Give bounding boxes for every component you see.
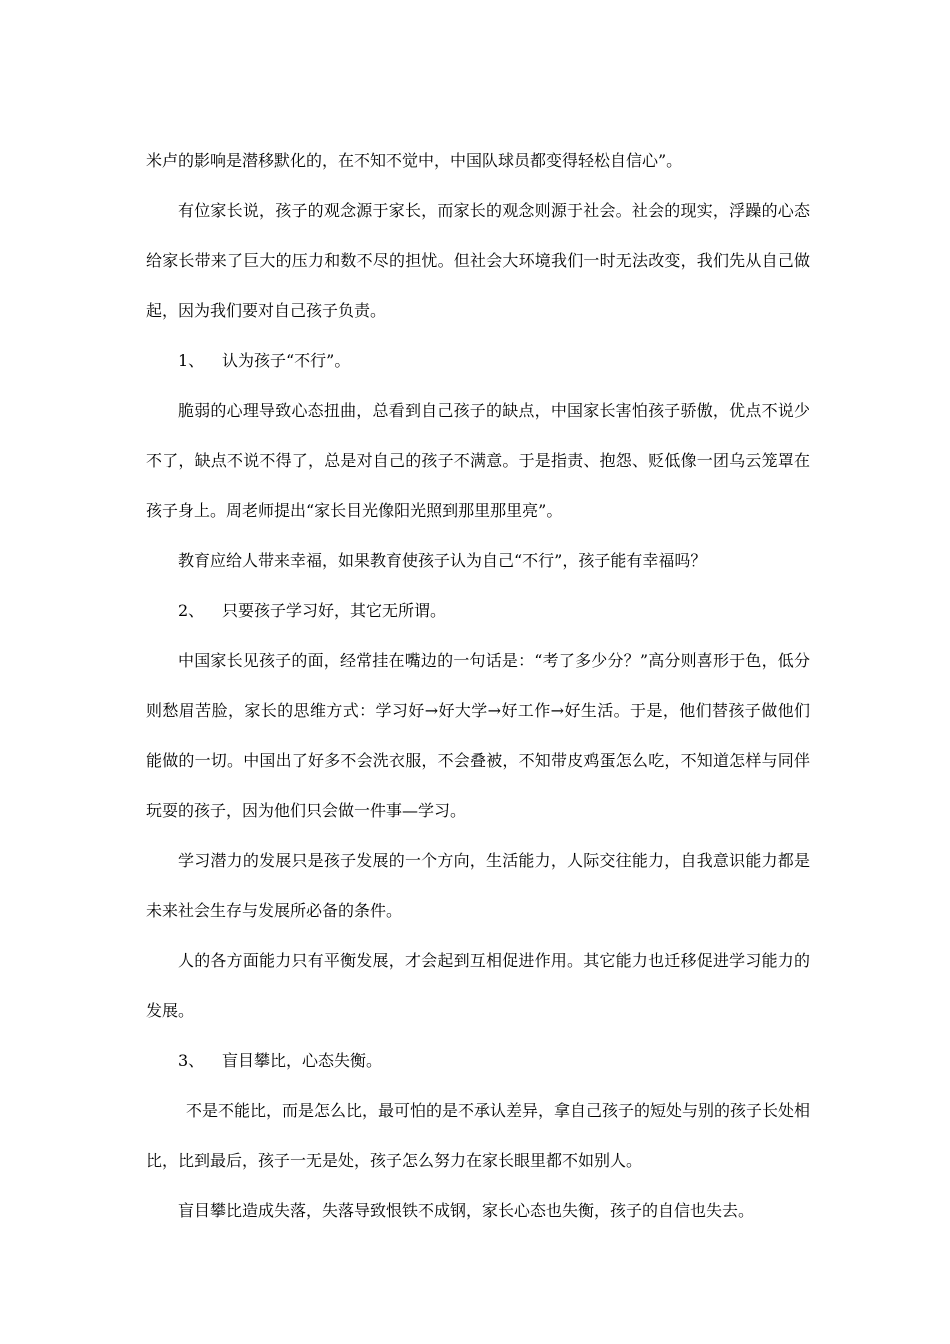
section-heading-3 <box>146 1036 810 1086</box>
paragraph-6: 学习潜力的发展只是孩子发展的一个方向，生活能力，人际交往能力，自我意识能力都是未来社会生存与发展所必备的条件。 <box>146 851 810 920</box>
section-title: 只要孩子学习好，其它无所谓。 <box>222 601 447 620</box>
section-number: 3、 <box>178 1051 205 1070</box>
paragraph-8: 不是不能比，而是怎么比，最可怕的是不承认差异，拿自己孩子的短处与别的孩子长处相比，比到最后，孩子一无是处，孩子怎么努力在家长眼里都不如别人。 <box>146 1101 811 1170</box>
paragraph-7: 人的各方面能力只有平衡发展，才会起到互相促进作用。其它能力也迁移促进学习能力的发展。 <box>146 951 810 1020</box>
document-body <box>146 136 810 1236</box>
section-title: 盲目攀比，心态失衡。 <box>222 1051 383 1070</box>
section-number: 1、 <box>178 351 205 370</box>
section-heading-2 <box>146 586 810 636</box>
paragraph-9: 盲目攀比造成失落，失落导致恨铁不成钢，家长心态也失衡，孩子的自信也失去。 <box>178 1201 755 1220</box>
section-title: 认为孩子“不行”。 <box>222 351 351 370</box>
section-heading-1 <box>146 336 810 386</box>
paragraph-3: 脆弱的心理导致心态扭曲，总看到自己孩子的缺点，中国家长害怕孩子骄傲，优点不说少不了，缺点不说不得了，总是对自己的孩子不满意。于是指责、抱怨、贬低像一团乌云笼罩在孩子身上。周老师提出“家长目光像阳光照到那里那里亮”。 <box>146 401 810 520</box>
paragraph-2: 有位家长说，孩子的观念源于家长，而家长的观念则源于社会。社会的现实，浮躁的心态给家长带来了巨大的压力和数不尽的担忧。但社会大环境我们一时无法改变，我们先从自己做起，因为我们要对自己孩子负责。 <box>146 201 810 320</box>
paragraph-4: 教育应给人带来幸福，如果教育使孩子认为自己“不行”，孩子能有幸福吗？ <box>178 551 707 570</box>
paragraph-5: 中国家长见孩子的面，经常挂在嘴边的一句话是：“考了多少分？”高分则喜形于色，低分则愁眉苦脸，家长的思维方式：学习好→好大学→好工作→好生活。于是，他们替孩子做他们能做的一切。中国出了好多不会洗衣服，不会叠被，不知带皮鸡蛋怎么吃，不知道怎样与同伴玩耍的孩子，因为他们只会做一件事—学习。 <box>146 651 810 820</box>
paragraph-1: 米卢的影响是潜移默化的，在不知不觉中，中国队球员都变得轻松自信心”。 <box>146 151 683 170</box>
section-number: 2、 <box>178 601 205 620</box>
